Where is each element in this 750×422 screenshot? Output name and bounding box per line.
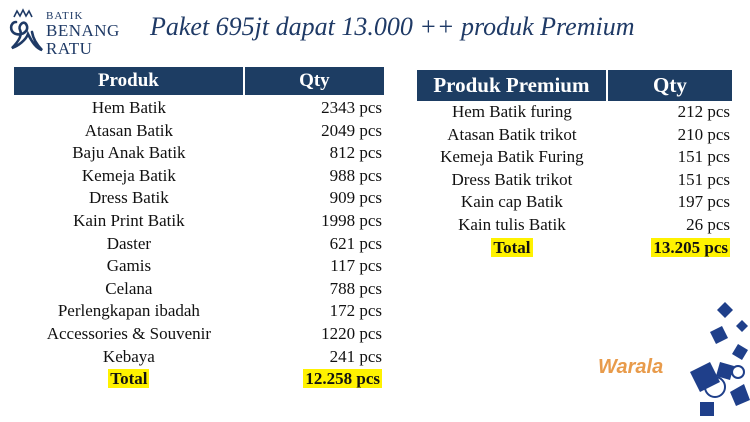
brand-name <box>46 10 120 58</box>
product-row <box>14 300 384 323</box>
product-name: Kain Print Batik <box>73 210 185 230</box>
product-qty: 117 pcs <box>330 256 382 276</box>
product-name: Gamis <box>106 256 152 276</box>
product-name: Atasan Batik <box>84 120 174 140</box>
premium-product-total-row <box>417 237 732 260</box>
product-name: Perlengkapan ibadah <box>57 301 200 321</box>
premium-product-total-label: Total <box>493 237 531 257</box>
premium-product-name: Dress Batik trikot <box>451 169 573 189</box>
watermark-logo: Warala <box>598 356 664 378</box>
product-qty: 241 pcs <box>329 346 382 366</box>
premium-product-qty: 212 pcs <box>677 102 730 121</box>
crown-monogram-icon <box>6 8 44 54</box>
premium-product-row <box>417 169 732 192</box>
product-name: Baju Anak Batik <box>72 143 186 163</box>
product-qty: 988 pcs <box>329 165 382 185</box>
premium-product-qty: 197 pcs <box>677 192 730 212</box>
product-qty: 1220 pcs <box>321 323 382 343</box>
premium-product-name: Atasan Batik trikot <box>447 124 577 144</box>
product-row <box>14 165 384 188</box>
product-table-body <box>14 95 384 391</box>
premium-product-table <box>417 70 732 259</box>
column-header-premium-qty: Qty <box>607 70 732 101</box>
premium-product-name: Kain tulis Batik <box>458 214 566 234</box>
premium-product-total-qty-cell <box>607 237 732 260</box>
product-row <box>14 255 384 278</box>
product-name: Celana <box>105 278 153 298</box>
product-row <box>14 346 384 369</box>
premium-product-row <box>417 101 732 124</box>
product-qty: 909 pcs <box>329 188 382 208</box>
product-table-header <box>14 67 384 95</box>
premium-table-header <box>417 70 732 101</box>
brand-line-1: BATIK <box>46 10 84 22</box>
product-total-qty: 12.258 pcs <box>305 369 380 389</box>
product-qty: 621 pcs <box>329 233 382 253</box>
product-name: Kebaya <box>102 346 155 366</box>
premium-product-name: Kemeja Batik Furing <box>440 147 584 167</box>
product-name: Accessories & Souvenir <box>46 323 212 343</box>
product-total-cell <box>14 368 244 391</box>
product-table <box>14 67 384 391</box>
product-row <box>14 187 384 210</box>
product-total-label: Total <box>110 369 148 389</box>
premium-product-qty: 26 pcs <box>686 214 730 234</box>
premium-product-qty: 151 pcs <box>677 147 730 167</box>
brand-logo <box>6 6 136 56</box>
column-header-premium-product: Produk Premium <box>417 70 607 101</box>
product-qty: 2343 pcs <box>321 98 382 117</box>
product-name: Kemeja Batik <box>81 165 176 185</box>
product-qty: 788 pcs <box>329 278 382 298</box>
premium-product-qty: 210 pcs <box>677 124 730 144</box>
premium-product-total-cell <box>417 237 607 260</box>
product-qty: 812 pcs <box>329 143 382 163</box>
premium-product-row <box>417 146 732 169</box>
premium-product-name: Hem Batik furing <box>451 102 572 121</box>
product-row <box>14 323 384 346</box>
premium-product-row <box>417 124 732 147</box>
premium-table-body <box>417 101 732 259</box>
product-qty: 172 pcs <box>329 301 382 321</box>
premium-product-qty: 151 pcs <box>677 169 730 189</box>
product-row <box>14 95 384 120</box>
product-qty: 1998 pcs <box>321 210 382 230</box>
page-title: Paket 695jt dapat 13.000 ++ produk Premium <box>150 12 635 41</box>
product-row <box>14 210 384 233</box>
product-qty: 2049 pcs <box>321 120 382 140</box>
product-name: Hem Batik <box>91 98 166 117</box>
premium-product-total-qty: 13.205 pcs <box>653 237 728 257</box>
premium-product-row <box>417 214 732 237</box>
column-header-product: Produk <box>14 67 244 95</box>
product-total-qty-cell <box>244 368 384 391</box>
product-row <box>14 142 384 165</box>
column-header-qty: Qty <box>244 67 384 95</box>
product-total-row <box>14 368 384 391</box>
premium-product-row <box>417 191 732 214</box>
brand-line-3: RATU <box>46 39 93 58</box>
product-name: Daster <box>106 233 152 253</box>
brand-line-2: BENANG <box>46 21 120 40</box>
product-row <box>14 278 384 301</box>
product-row <box>14 233 384 256</box>
product-row <box>14 120 384 143</box>
product-name: Dress Batik <box>88 188 169 208</box>
premium-product-name: Kain cap Batik <box>460 192 563 212</box>
